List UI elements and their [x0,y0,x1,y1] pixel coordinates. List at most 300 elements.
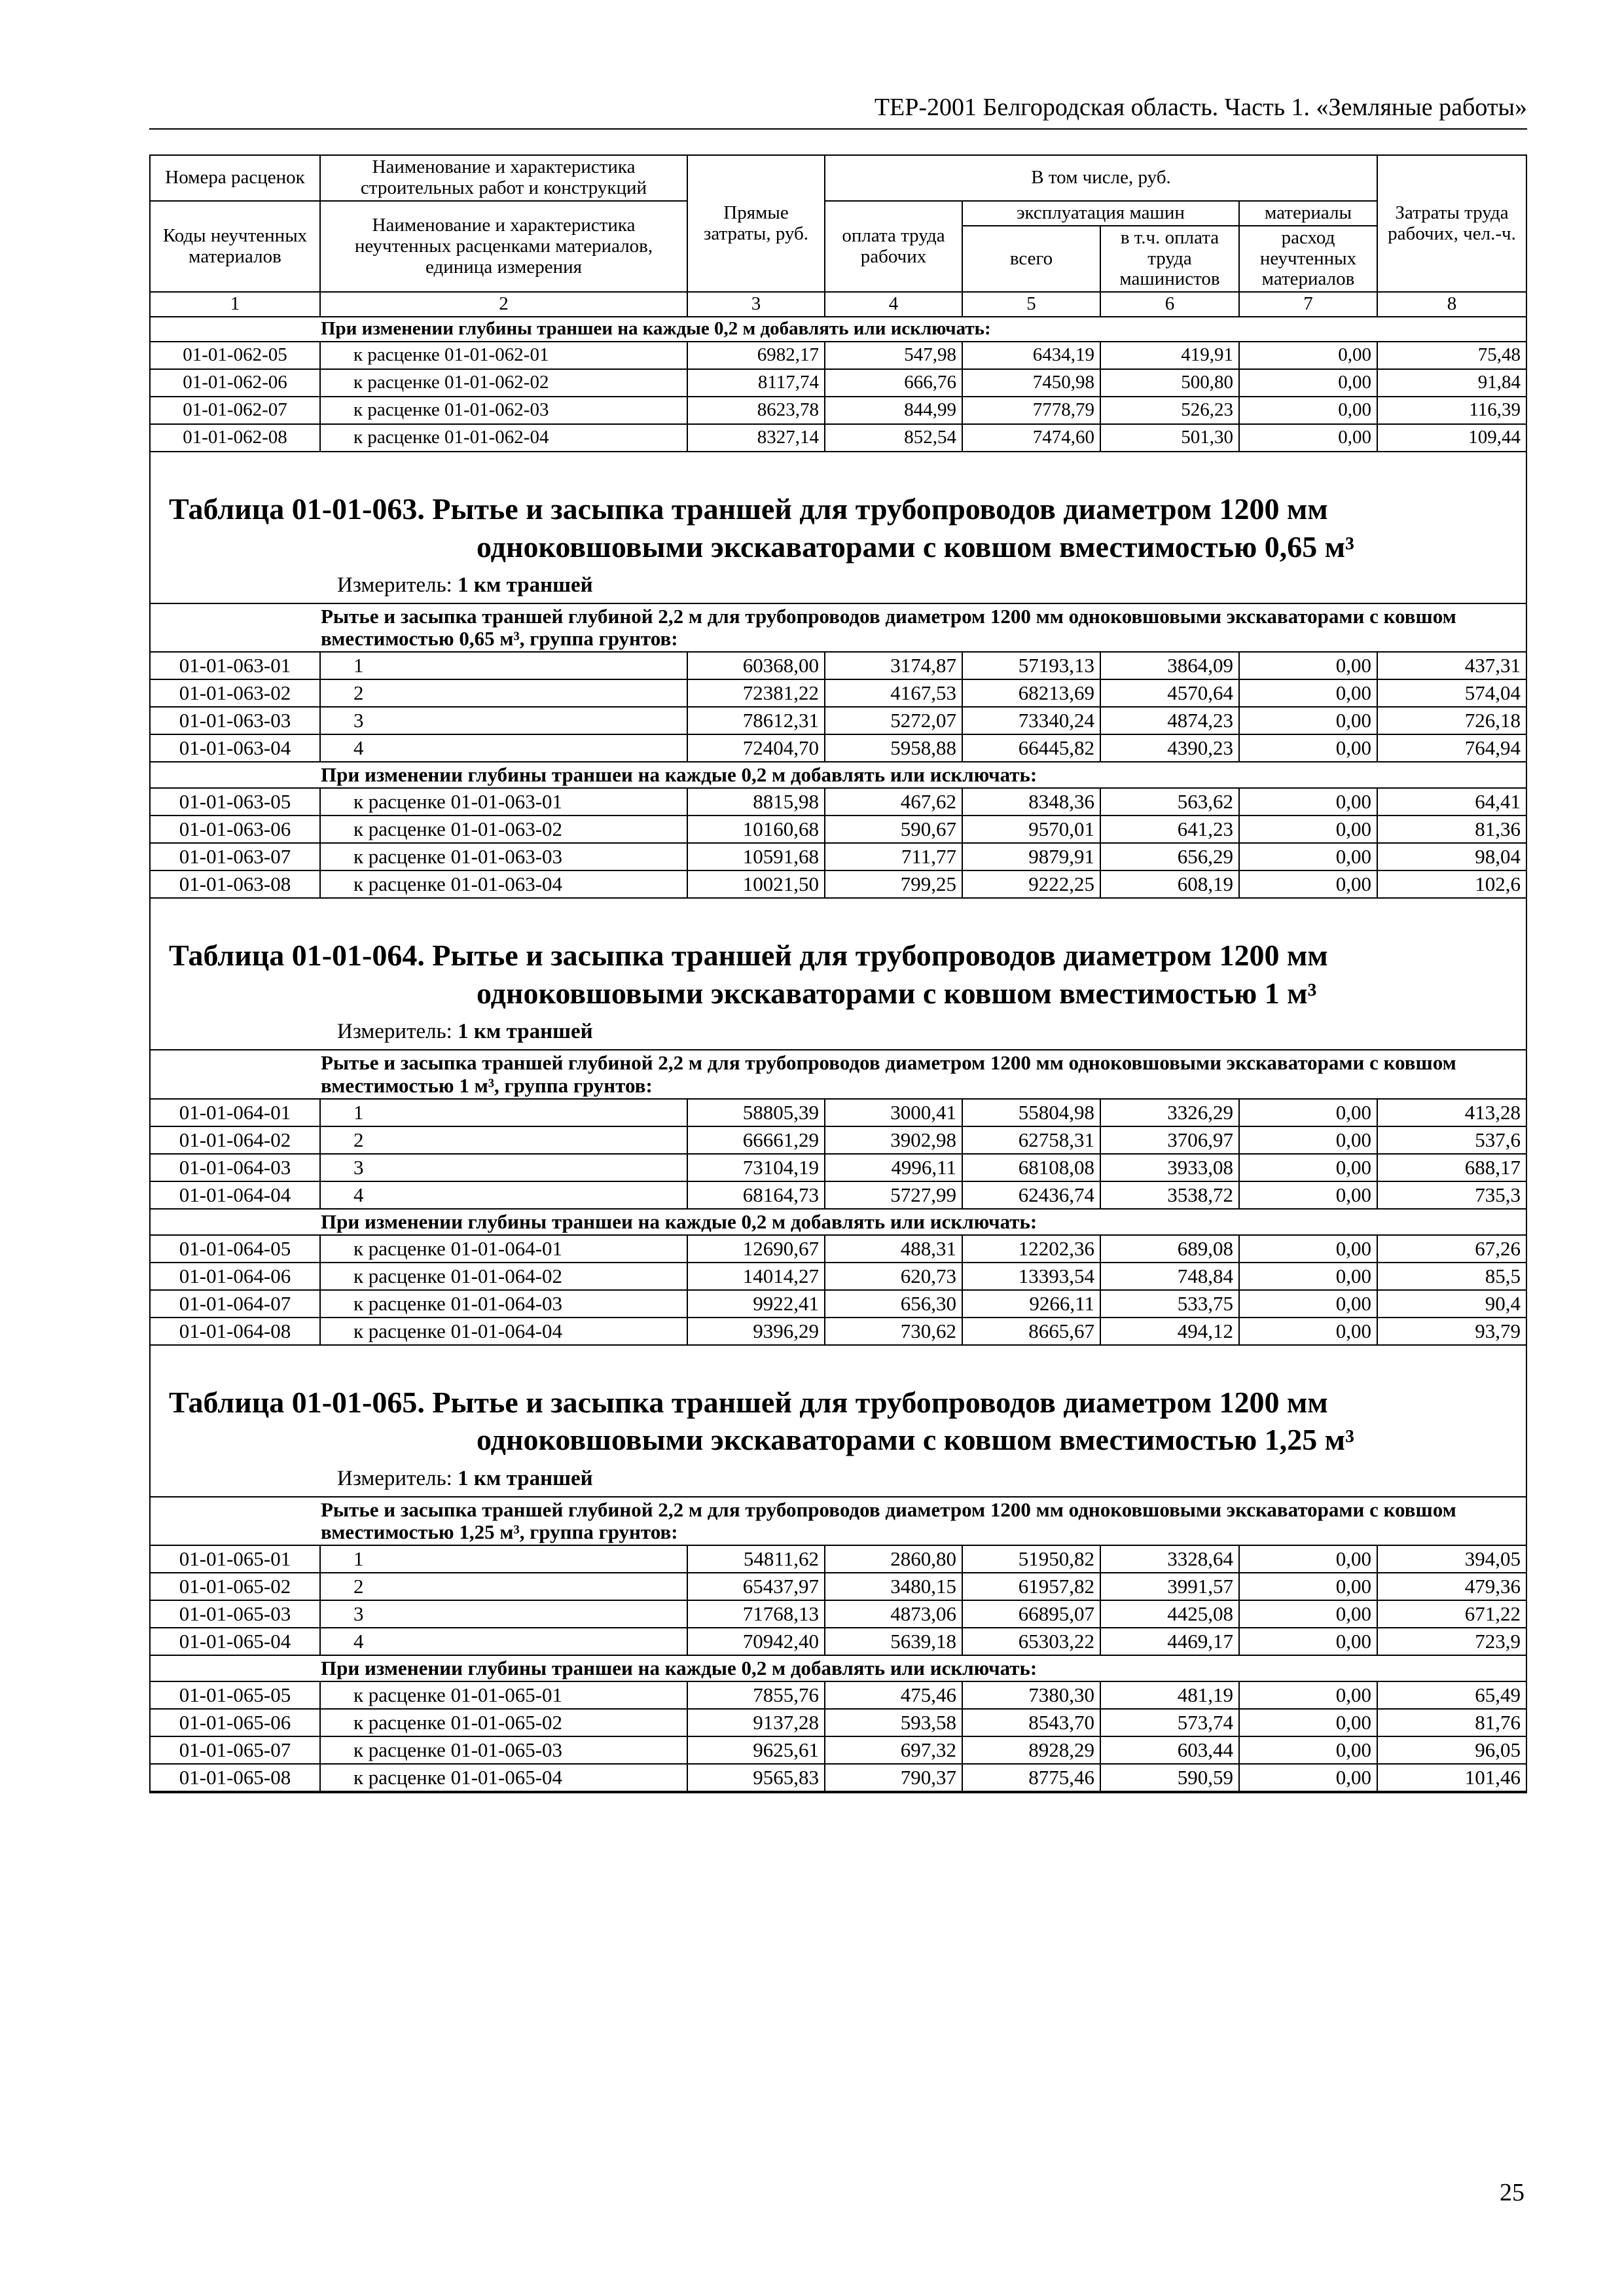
machine-cost: 62758,31 [962,1126,1100,1154]
rate-code: 01-01-065-01 [151,1545,320,1573]
direct-cost: 72404,70 [687,734,825,762]
labor-hours: 102,6 [1377,870,1526,898]
col1-top-header: Номера расценок [151,156,320,201]
labor-cost: 590,67 [825,816,962,843]
labor-hours: 64,41 [1377,788,1526,816]
rate-name: 2 [320,679,687,707]
direct-cost: 71768,13 [687,1600,825,1628]
material-cost: 0,00 [1239,1764,1377,1791]
machinist-cost: 3328,64 [1100,1545,1239,1573]
col7-header: расход неучтенных материалов [1239,226,1377,293]
rate-name: к расценке 01-01-064-02 [320,1263,687,1290]
rows-t065-2 [151,1681,1526,1791]
rate-name: к расценке 01-01-065-04 [320,1764,687,1791]
table-caption [151,452,1526,569]
labor-cost: 5272,07 [825,707,962,734]
machine-cost: 8348,36 [962,788,1100,816]
table-row [151,342,1526,369]
rate-code: 01-01-062-07 [151,397,320,424]
table-row [151,397,1526,424]
col5-header: всего [962,226,1100,293]
machinist-cost: 3864,09 [1100,652,1239,679]
section-subheader [151,1050,1526,1098]
page-number: 25 [1500,2179,1525,2206]
machinist-cost: 641,23 [1100,816,1239,843]
rate-code: 01-01-064-01 [151,1099,320,1126]
labor-cost: 4996,11 [825,1154,962,1181]
direct-cost: 9922,41 [687,1290,825,1318]
rate-code: 01-01-064-05 [151,1235,320,1263]
caption-line: одноковшовыми экскаваторами с ковшом вместимостью 1,25 м³ [477,1423,1354,1457]
rate-code: 01-01-063-06 [151,816,320,843]
machinist-cost: 3538,72 [1100,1181,1239,1209]
labor-hours: 574,04 [1377,679,1526,707]
rate-code: 01-01-065-03 [151,1600,320,1628]
direct-cost: 14014,27 [687,1263,825,1290]
labor-hours: 81,36 [1377,816,1526,843]
table-row [151,424,1526,452]
machinist-cost: 656,29 [1100,843,1239,870]
section-subheader: При изменении глубины траншеи на каждые 0,2 м добавлять или исключать: [151,1209,1526,1235]
material-cost: 0,00 [1239,1628,1377,1655]
direct-cost: 10160,68 [687,816,825,843]
rate-code: 01-01-063-05 [151,788,320,816]
material-cost: 0,00 [1239,1235,1377,1263]
machine-cost: 7778,79 [962,397,1100,424]
header-rule [149,128,1527,130]
labor-hours: 91,84 [1377,369,1526,397]
machinist-cost: 603,44 [1100,1736,1239,1764]
machinist-cost: 494,12 [1100,1318,1239,1345]
table-row [151,1099,1526,1126]
machine-cost: 62436,74 [962,1181,1100,1209]
rate-code: 01-01-064-08 [151,1318,320,1345]
labor-cost: 5958,88 [825,734,962,762]
machine-cost: 66895,07 [962,1600,1100,1628]
labor-hours: 735,3 [1377,1181,1526,1209]
rate-name: к расценке 01-01-063-02 [320,816,687,843]
section-subheader: При изменении глубины траншеи на каждые 0,2 м добавлять или исключать: [151,1655,1526,1681]
material-cost: 0,00 [1239,1573,1377,1600]
machinist-cost: 4570,64 [1100,679,1239,707]
table-row [151,1681,1526,1709]
direct-cost: 66661,29 [687,1126,825,1154]
machine-cost: 68108,08 [962,1154,1100,1181]
table-row [151,1181,1526,1209]
machinist-cost: 419,91 [1100,342,1239,369]
table-row [151,734,1526,762]
machinist-cost: 481,19 [1100,1681,1239,1709]
col-number: 6 [1100,292,1239,317]
price-tables [149,154,1527,1793]
labor-hours: 116,39 [1377,397,1526,424]
table-row [151,1318,1526,1345]
labor-hours: 101,46 [1377,1764,1526,1791]
direct-cost: 65437,97 [687,1573,825,1600]
labor-cost: 3174,87 [825,652,962,679]
labor-hours: 85,5 [1377,1263,1526,1290]
table-caption [151,1346,1526,1463]
rate-code: 01-01-064-03 [151,1154,320,1181]
direct-cost: 10591,68 [687,843,825,870]
col2-top-header: Наименование и характеристика строительных работ и конструкций [320,156,687,201]
labor-hours: 67,26 [1377,1235,1526,1263]
material-cost: 0,00 [1239,369,1377,397]
rate-name: 3 [320,1600,687,1628]
direct-cost: 10021,50 [687,870,825,898]
direct-cost: 54811,62 [687,1545,825,1573]
material-cost: 0,00 [1239,1318,1377,1345]
table-row [151,1764,1526,1791]
table-row [151,843,1526,870]
rate-name: к расценке 01-01-062-03 [320,397,687,424]
measure-label: Измеритель: [337,1466,452,1490]
labor-cost: 475,46 [825,1681,962,1709]
labor-hours: 726,18 [1377,707,1526,734]
direct-cost: 78612,31 [687,707,825,734]
material-cost: 0,00 [1239,734,1377,762]
rate-code: 01-01-063-04 [151,734,320,762]
material-cost: 0,00 [1239,1600,1377,1628]
material-cost: 0,00 [1239,788,1377,816]
material-cost: 0,00 [1239,1290,1377,1318]
machine-cost: 61957,82 [962,1573,1100,1600]
machinist-cost: 3326,29 [1100,1099,1239,1126]
measure-unit [151,1463,1526,1496]
material-cost: 0,00 [1239,1681,1377,1709]
machinist-cost: 3933,08 [1100,1154,1239,1181]
labor-cost: 844,99 [825,397,962,424]
direct-cost: 6982,17 [687,342,825,369]
rate-name: 1 [320,652,687,679]
caption-line: Таблица 01-01-065. Рытье и засыпка траншей для трубопроводов диаметром 1200 мм [169,1385,1328,1419]
col6-header: в т.ч. оплата труда машинистов [1100,226,1239,293]
section-subheader [151,1497,1526,1545]
machine-cost: 65303,22 [962,1628,1100,1655]
rows-t064-2 [151,1235,1526,1345]
rate-name: к расценке 01-01-063-03 [320,843,687,870]
labor-hours: 671,22 [1377,1600,1526,1628]
labor-hours: 81,76 [1377,1709,1526,1736]
labor-cost: 620,73 [825,1263,962,1290]
rate-code: 01-01-064-06 [151,1263,320,1290]
labor-cost: 5639,18 [825,1628,962,1655]
labor-hours: 394,05 [1377,1545,1526,1573]
labor-hours: 688,17 [1377,1154,1526,1181]
table-row [151,1290,1526,1318]
labor-cost: 790,37 [825,1764,962,1791]
table-row [151,1628,1526,1655]
labor-cost: 656,30 [825,1290,962,1318]
labor-cost: 799,25 [825,870,962,898]
rate-name: к расценке 01-01-062-02 [320,369,687,397]
direct-cost: 8117,74 [687,369,825,397]
labor-cost: 3480,15 [825,1573,962,1600]
rate-name: к расценке 01-01-062-01 [320,342,687,369]
subheader-text: Рытье и засыпка траншей глубиной 2,2 м для трубопроводов диаметром 1200 мм одноковшовыми экскаваторами с ковшом вместимостью 0,65 м³, группа грунтов: [321,605,1456,651]
rate-code: 01-01-064-04 [151,1181,320,1209]
rate-name: 1 [320,1545,687,1573]
labor-cost: 5727,99 [825,1181,962,1209]
rate-name: 1 [320,1099,687,1126]
table-caption [151,899,1526,1016]
rate-code: 01-01-062-05 [151,342,320,369]
labor-cost: 2860,80 [825,1545,962,1573]
rate-name: к расценке 01-01-064-01 [320,1235,687,1263]
machinist-cost: 573,74 [1100,1709,1239,1736]
rate-code: 01-01-065-07 [151,1736,320,1764]
rate-name: 4 [320,1628,687,1655]
table-065 [151,1346,1526,1792]
material-cost: 0,00 [1239,1154,1377,1181]
table-row [151,1235,1526,1263]
machinist-cost: 608,19 [1100,870,1239,898]
labor-hours: 537,6 [1377,1126,1526,1154]
material-cost: 0,00 [1239,679,1377,707]
machine-cost: 51950,82 [962,1545,1100,1573]
rate-code: 01-01-064-02 [151,1126,320,1154]
col8-header: Затраты труда рабочих, чел.-ч. [1377,156,1526,292]
labor-hours: 723,9 [1377,1628,1526,1655]
caption-line: Таблица 01-01-063. Рытье и засыпка траншей для трубопроводов диаметром 1200 мм [169,492,1328,526]
running-header: ТЕР-2001 Белгородская область. Часть 1. «Земляные работы» [874,94,1527,121]
rate-name: к расценке 01-01-064-03 [320,1290,687,1318]
labor-cost: 4167,53 [825,679,962,707]
col1-bottom-header: Коды неучтенных материалов [151,201,320,293]
material-cost: 0,00 [1239,1263,1377,1290]
rate-name: 3 [320,707,687,734]
machinist-cost: 4390,23 [1100,734,1239,762]
col-number: 1 [151,292,320,317]
rate-name: 3 [320,1154,687,1181]
rate-name: к расценке 01-01-063-01 [320,788,687,816]
direct-cost: 9396,29 [687,1318,825,1345]
rate-code: 01-01-063-02 [151,679,320,707]
labor-cost: 730,62 [825,1318,962,1345]
labor-cost: 852,54 [825,424,962,452]
machine-cost: 73340,24 [962,707,1100,734]
labor-hours: 93,79 [1377,1318,1526,1345]
section-subheader [151,603,1526,652]
labor-cost: 666,76 [825,369,962,397]
caption-line: одноковшовыми экскаваторами с ковшом вместимостью 1 м³ [477,976,1317,1010]
subheader-text: Рытье и засыпка траншей глубиной 2,2 м для трубопроводов диаметром 1200 мм одноковшовыми экскаваторами с ковшом вместимостью 1,25 м³, группа грунтов: [321,1498,1456,1543]
table-row [151,1545,1526,1573]
rates-table [151,603,1526,899]
table-row [151,816,1526,843]
col-number: 3 [687,292,825,317]
machinist-cost: 3991,57 [1100,1573,1239,1600]
material-cost: 0,00 [1239,816,1377,843]
measure-label: Измеритель: [337,1020,452,1044]
col-number: 5 [962,292,1100,317]
measure-value: 1 км траншей [458,1466,593,1490]
labor-hours: 413,28 [1377,1099,1526,1126]
rates-table [151,1496,1526,1792]
rate-code: 01-01-063-01 [151,652,320,679]
rows-t063-1 [151,652,1526,762]
material-cost: 0,00 [1239,707,1377,734]
machinist-cost: 501,30 [1100,424,1239,452]
labor-cost: 547,98 [825,342,962,369]
machine-cost: 6434,19 [962,342,1100,369]
direct-cost: 9137,28 [687,1709,825,1736]
material-cost: 0,00 [1239,342,1377,369]
labor-cost: 593,58 [825,1709,962,1736]
material-cost: 0,00 [1239,843,1377,870]
rows-t063-2 [151,788,1526,898]
rate-code: 01-01-064-07 [151,1290,320,1318]
rate-name: к расценке 01-01-062-04 [320,424,687,452]
direct-cost: 7855,76 [687,1681,825,1709]
labor-cost: 3000,41 [825,1099,962,1126]
machine-cost: 57193,13 [962,652,1100,679]
measure-unit [151,569,1526,603]
rate-name: 2 [320,1573,687,1600]
rate-name: 4 [320,1181,687,1209]
labor-hours: 75,48 [1377,342,1526,369]
material-cost: 0,00 [1239,1181,1377,1209]
rate-code: 01-01-063-03 [151,707,320,734]
machine-cost: 8665,67 [962,1318,1100,1345]
direct-cost: 70942,40 [687,1628,825,1655]
subheader-text: Рытье и засыпка траншей глубиной 2,2 м для трубопроводов диаметром 1200 мм одноковшовыми экскаваторами с ковшом вместимостью 1 м³, группа грунтов: [321,1051,1456,1097]
col-number: 2 [320,292,687,317]
table-row [151,788,1526,816]
material-cost: 0,00 [1239,1709,1377,1736]
table-063 [151,452,1526,899]
caption-line: Таблица 01-01-064. Рытье и засыпка траншей для трубопроводов диаметром 1200 мм [169,939,1328,973]
direct-cost: 73104,19 [687,1154,825,1181]
labor-hours: 437,31 [1377,652,1526,679]
materials-header: материалы [1239,201,1377,226]
table-row [151,1263,1526,1290]
machine-cost: 9222,25 [962,870,1100,898]
measure-value: 1 км траншей [458,1020,593,1044]
caption-line: одноковшовыми экскаваторами с ковшом вместимостью 0,65 м³ [477,529,1354,564]
table-row [151,679,1526,707]
table-row [151,369,1526,397]
rate-code: 01-01-065-06 [151,1709,320,1736]
machine-cost: 9266,11 [962,1290,1100,1318]
machine-cost: 8775,46 [962,1764,1100,1791]
direct-cost: 9565,83 [687,1764,825,1791]
labor-hours: 109,44 [1377,424,1526,452]
machine-cost: 13393,54 [962,1263,1100,1290]
rate-code: 01-01-065-05 [151,1681,320,1709]
direct-cost: 8623,78 [687,397,825,424]
rate-name: к расценке 01-01-065-02 [320,1709,687,1736]
machine-cost: 7380,30 [962,1681,1100,1709]
rate-code: 01-01-062-06 [151,369,320,397]
table-row [151,1126,1526,1154]
direct-cost: 8815,98 [687,788,825,816]
table-row [151,1573,1526,1600]
rate-code: 01-01-063-08 [151,870,320,898]
direct-cost: 58805,39 [687,1099,825,1126]
direct-cost: 9625,61 [687,1736,825,1764]
machinist-cost: 4469,17 [1100,1628,1239,1655]
labor-cost: 467,62 [825,788,962,816]
table-row [151,870,1526,898]
machinist-cost: 590,59 [1100,1764,1239,1791]
direct-cost: 8327,14 [687,424,825,452]
col-number: 7 [1239,292,1377,317]
material-cost: 0,00 [1239,870,1377,898]
labor-hours: 764,94 [1377,734,1526,762]
machinist-cost: 689,08 [1100,1235,1239,1263]
material-cost: 0,00 [1239,1545,1377,1573]
col4-header: оплата труда рабочих [825,201,962,293]
rate-code: 01-01-063-07 [151,843,320,870]
machinist-cost: 563,62 [1100,788,1239,816]
rate-name: 4 [320,734,687,762]
measure-label: Измеритель: [337,573,452,598]
labor-hours: 96,05 [1377,1736,1526,1764]
rate-code: 01-01-062-08 [151,424,320,452]
measure-unit [151,1016,1526,1049]
rate-code: 01-01-065-02 [151,1573,320,1600]
col2-bottom-header: Наименование и характеристика неучтенных расценками материалов, единица измерения [320,201,687,293]
direct-cost: 12690,67 [687,1235,825,1263]
labor-cost: 3902,98 [825,1126,962,1154]
machinist-cost: 748,84 [1100,1263,1239,1290]
table-064 [151,899,1526,1345]
machinist-cost: 533,75 [1100,1290,1239,1318]
material-cost: 0,00 [1239,424,1377,452]
col-number: 8 [1377,292,1526,317]
table-row [151,707,1526,734]
rows-t064-1 [151,1099,1526,1209]
direct-cost: 72381,22 [687,679,825,707]
material-cost: 0,00 [1239,397,1377,424]
including-header: В том числе, руб. [825,156,1377,201]
machinist-cost: 4874,23 [1100,707,1239,734]
machine-cost: 7450,98 [962,369,1100,397]
rate-name: к расценке 01-01-065-01 [320,1681,687,1709]
table-row [151,1154,1526,1181]
material-cost: 0,00 [1239,652,1377,679]
labor-cost: 697,32 [825,1736,962,1764]
machinist-cost: 500,80 [1100,369,1239,397]
machinist-cost: 526,23 [1100,397,1239,424]
labor-hours: 65,49 [1377,1681,1526,1709]
machine-cost: 8543,70 [962,1709,1100,1736]
direct-cost: 60368,00 [687,652,825,679]
machinist-cost: 4425,08 [1100,1600,1239,1628]
machines-header: эксплуатация машин [962,201,1239,226]
table-row [151,1600,1526,1628]
material-cost: 0,00 [1239,1736,1377,1764]
material-cost: 0,00 [1239,1126,1377,1154]
machinist-cost: 3706,97 [1100,1126,1239,1154]
labor-cost: 488,31 [825,1235,962,1263]
table-row [151,1709,1526,1736]
rate-name: к расценке 01-01-064-04 [320,1318,687,1345]
machine-cost: 9879,91 [962,843,1100,870]
rate-name: 2 [320,1126,687,1154]
section-subheader: При изменении глубины траншеи на каждые 0,2 м добавлять или исключать: [151,317,1526,342]
rows-block0 [151,342,1526,452]
labor-cost: 4873,06 [825,1600,962,1628]
table-row [151,1736,1526,1764]
rates-table [151,1049,1526,1345]
machine-cost: 68213,69 [962,679,1100,707]
machine-cost: 66445,82 [962,734,1100,762]
labor-hours: 90,4 [1377,1290,1526,1318]
labor-cost: 711,77 [825,843,962,870]
col-number: 4 [825,292,962,317]
